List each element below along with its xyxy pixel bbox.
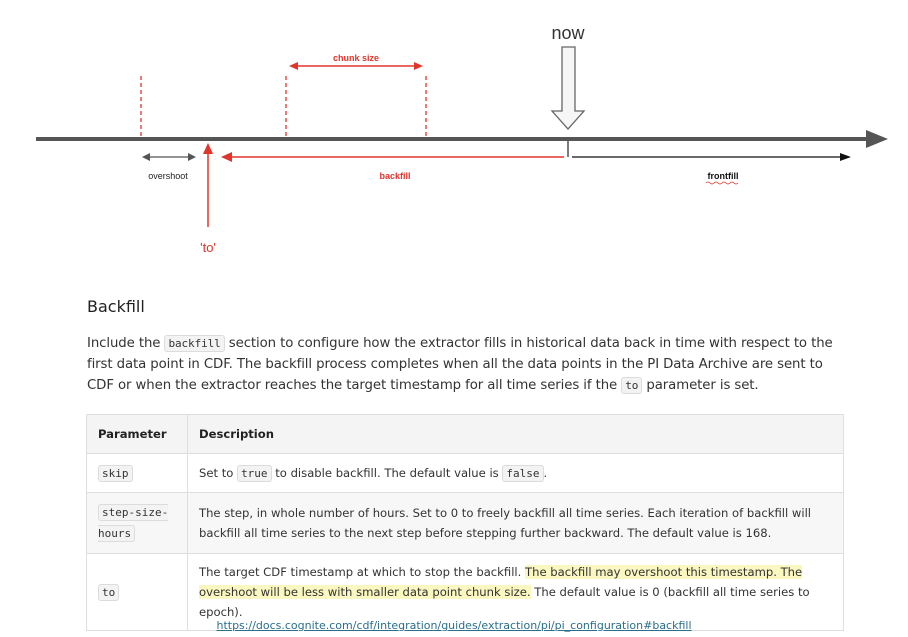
intro-text-2: section to configure how the extractor fills in historical data back in time with respect to the first data point in CDF. The backfill process completes when all the data points in the PI Data Archive are sent to CDF or when the extractor reaches the target timestamp for all time series if the xyxy=(87,336,833,393)
backfill-timeline-diagram xyxy=(0,0,908,270)
code-backfill: backfill xyxy=(164,335,224,352)
desc-text: . xyxy=(543,465,548,480)
param-skip: skip xyxy=(98,465,133,482)
section-title: Backfill xyxy=(87,297,145,316)
chunk-size-arrowhead-left xyxy=(289,62,298,70)
highlighted-text: The backfill may overshoot this timestamp. The overshoot will be less with smaller data point chunk size. xyxy=(199,565,803,599)
header-parameter: Parameter xyxy=(87,415,188,454)
parameter-table xyxy=(86,414,844,631)
chunk-size-arrowhead-right xyxy=(414,62,423,70)
param-to: to xyxy=(98,584,119,601)
source-link-container xyxy=(0,619,908,632)
table-header-row xyxy=(87,415,844,454)
table-row xyxy=(87,454,844,493)
intro-text-3: parameter is set. xyxy=(642,378,759,393)
chunk-size-label: chunk size xyxy=(332,53,380,63)
desc-text: The default value is 0 (backfill all time series to epoch). xyxy=(199,585,810,619)
intro-paragraph xyxy=(87,333,847,396)
desc-text: The target CDF timestamp at which to stop the backfill. xyxy=(199,565,526,579)
now-label: now xyxy=(551,23,585,43)
backfill-label: backfill xyxy=(379,171,411,181)
code-to: to xyxy=(621,377,642,394)
intro-text-1: Include the xyxy=(87,336,165,351)
now-arrow xyxy=(552,47,584,129)
table-row xyxy=(87,493,844,554)
timeline-arrowhead xyxy=(866,130,888,148)
frontfill-arrowhead xyxy=(840,153,851,161)
to-label: 'to' xyxy=(200,240,216,255)
frontfill-label: frontfill xyxy=(707,171,739,181)
param-cell xyxy=(87,493,188,554)
description-cell: The step, in whole number of hours. Set to 0 to freely backfill all time series. Each iteration of backfill will backfill all time series to the next step before stepping further backward. The default value is 168. xyxy=(188,493,844,554)
code-true: true xyxy=(237,465,272,482)
overshoot-arrowhead-left xyxy=(142,153,150,161)
header-description: Description xyxy=(188,415,844,454)
desc-text: Set to xyxy=(199,465,238,480)
overshoot-arrowhead-right xyxy=(188,153,196,161)
param-step-size-hours: step-size-hours xyxy=(98,506,169,540)
param-cell xyxy=(87,454,188,493)
backfill-arrowhead xyxy=(221,152,232,162)
to-marker-arrowhead xyxy=(203,143,213,154)
source-link[interactable]: https://docs.cognite.com/cdf/integration/guides/extraction/pi/pi_configuration#backfill xyxy=(216,619,692,632)
overshoot-label: overshoot xyxy=(148,171,188,181)
frontfill-spellcheck-squiggle xyxy=(706,182,738,184)
code-false: false xyxy=(502,465,543,482)
description-cell xyxy=(188,454,844,493)
desc-text: to disable backfill. The default value is xyxy=(271,465,503,480)
